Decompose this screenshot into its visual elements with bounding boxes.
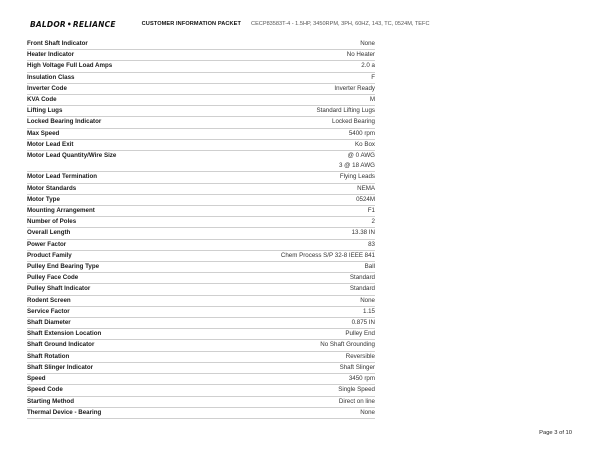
spec-row: [27, 61, 375, 72]
product-line: CECP83583T-4 - 1.5HP, 3450RPM, 3PH, 60HZ, 143, TC, 0524M, TEFC: [251, 21, 430, 27]
spec-value: [334, 84, 375, 94]
spec-value: [356, 195, 375, 205]
spec-value-line: None: [360, 40, 375, 47]
spec-value-line: Pulley End: [345, 330, 375, 338]
spec-row: [27, 340, 375, 351]
spec-value: [363, 307, 375, 317]
spec-row: [27, 262, 375, 273]
brand-logo: [30, 20, 116, 29]
spec-value-line: 0524M: [356, 195, 375, 203]
spec-value: [339, 151, 375, 171]
spec-value-line: Shaft Slinger: [339, 363, 375, 371]
spec-label: Power Factor: [27, 240, 67, 248]
spec-row: [27, 140, 375, 151]
spec-value: [350, 273, 375, 283]
spec-label: Heater Indicator: [27, 51, 75, 59]
logo-baldor: BALDOR: [30, 19, 66, 29]
spec-label: Pulley Face Code: [27, 274, 79, 282]
spec-value: [365, 262, 375, 272]
spec-value: [340, 172, 375, 182]
spec-label: Shaft Extension Location: [27, 330, 102, 338]
spec-row: [27, 240, 375, 251]
spec-value-line: No Shaft Grounding: [320, 341, 375, 349]
spec-value-line: @ 0 AWG: [347, 152, 375, 160]
spec-value: [347, 50, 375, 60]
spec-value: [352, 228, 375, 238]
spec-value: [352, 318, 375, 328]
spec-label: Rodent Screen: [27, 296, 71, 304]
spec-label: Thermal Device - Bearing: [27, 408, 102, 416]
spec-label: Motor Lead Quantity/Wire Size: [27, 152, 117, 160]
spec-row: [27, 307, 375, 318]
spec-label: Insulation Class: [27, 73, 75, 81]
spec-label: Motor Lead Termination: [27, 173, 98, 181]
spec-row: [27, 95, 375, 106]
spec-row: [27, 284, 375, 295]
spec-label: Front Shaft Indicator: [27, 40, 88, 47]
spec-value: [345, 329, 375, 339]
spec-value-line: Direct on line: [338, 397, 375, 405]
spec-row: [27, 217, 375, 228]
spec-value-line: None: [360, 296, 375, 304]
spec-label: Shaft Ground Indicator: [27, 341, 95, 349]
spec-row: [27, 195, 375, 206]
spec-row: [27, 84, 375, 95]
spec-value-line: Ball: [364, 263, 375, 271]
spec-value-line: 3450 rpm: [348, 375, 375, 383]
spec-row: [27, 251, 375, 262]
spec-value-line: M: [369, 96, 375, 104]
spec-row: [27, 352, 375, 363]
spec-value-line: Flying Leads: [339, 173, 375, 181]
spec-label: Pulley End Bearing Type: [27, 263, 100, 271]
spec-value-line: 3 @ 18 AWG: [339, 162, 375, 170]
spec-value: [317, 106, 375, 116]
spec-value-line: Ko Box: [355, 140, 375, 148]
spec-row: [27, 73, 375, 84]
spec-value-line: F1: [367, 207, 375, 215]
spec-value: [357, 184, 375, 194]
spec-value: [360, 39, 375, 49]
spec-row: [27, 329, 375, 340]
spec-row: [27, 296, 375, 307]
spec-label: Lifting Lugs: [27, 107, 63, 115]
spec-value: [340, 363, 375, 373]
spec-value: [346, 352, 375, 362]
spec-row: [27, 273, 375, 284]
spec-value: [371, 73, 375, 83]
spec-label: Motor Lead Exit: [27, 140, 74, 148]
spec-value: [339, 397, 375, 407]
spec-value: [360, 296, 375, 306]
spec-row: [27, 363, 375, 374]
spec-value: [370, 95, 375, 105]
spec-value: [338, 385, 375, 395]
spec-label: KVA Code: [27, 96, 57, 104]
spec-label: Number of Poles: [27, 218, 77, 226]
spec-value-line: 13.38 IN: [351, 229, 375, 237]
spec-row: [27, 206, 375, 217]
spec-row: [27, 318, 375, 329]
spec-label: Service Factor: [27, 307, 70, 315]
spec-value-line: 5400 rpm: [348, 129, 375, 137]
spec-label: Overall Length: [27, 229, 71, 237]
logo-reliance: RELIANCE: [72, 19, 116, 29]
spec-row: [27, 374, 375, 385]
spec-value-line: Standard: [349, 274, 375, 282]
spec-value-line: 83: [368, 240, 375, 248]
spec-label: Shaft Rotation: [27, 352, 70, 360]
spec-row: [27, 397, 375, 408]
spec-label: Max Speed: [27, 129, 60, 137]
spec-row: [27, 50, 375, 61]
spec-row: [27, 151, 375, 172]
spec-row: [27, 228, 375, 239]
spec-value-line: Reversible: [345, 352, 375, 360]
spec-label: Pulley Shaft Indicator: [27, 285, 91, 293]
spec-label: Speed Code: [27, 386, 63, 394]
spec-value-line: F: [371, 73, 375, 81]
spec-value: [361, 61, 375, 71]
spec-value-line: None: [360, 408, 375, 416]
spec-label: Motor Standards: [27, 184, 77, 192]
spec-table: [27, 39, 375, 419]
spec-label: Locked Bearing Indicator: [27, 118, 102, 126]
spec-value: [320, 340, 375, 350]
spec-label: Product Family: [27, 251, 72, 259]
spec-value: [281, 251, 375, 261]
spec-row: [27, 408, 375, 419]
spec-label: Shaft Diameter: [27, 319, 71, 327]
spec-value-line: No Heater: [346, 51, 375, 59]
spec-value: [372, 217, 375, 227]
spec-row: [27, 172, 375, 183]
spec-label: Shaft Slinger Indicator: [27, 363, 94, 371]
spec-value-line: 2.0 a: [361, 62, 375, 70]
spec-value-line: Standard: [349, 285, 375, 293]
spec-value: [368, 240, 375, 250]
spec-row: [27, 39, 375, 50]
spec-value-line: 1.15: [362, 307, 375, 315]
spec-value-line: Single Speed: [338, 386, 375, 394]
spec-value: [360, 408, 375, 418]
logo-separator: •: [66, 19, 72, 29]
spec-label: High Voltage Full Load Amps: [27, 62, 113, 70]
spec-value: [349, 129, 375, 139]
spec-row: [27, 184, 375, 195]
spec-row: [27, 385, 375, 396]
spec-value: [349, 374, 375, 384]
document-header: [30, 17, 590, 31]
spec-value-line: NEMA: [357, 184, 375, 192]
spec-label: Mounting Arrangement: [27, 207, 95, 215]
page-number: Page 3 of 10: [539, 430, 572, 436]
spec-value-line: 0.875 IN: [351, 319, 375, 327]
spec-label: Motor Type: [27, 195, 60, 203]
spec-label: Starting Method: [27, 397, 75, 405]
spec-value-line: Standard Lifting Lugs: [316, 107, 375, 115]
spec-value: [355, 140, 375, 150]
spec-label: Inverter Code: [27, 84, 67, 92]
spec-value: [350, 284, 375, 294]
spec-label: Speed: [27, 375, 46, 383]
spec-row: [27, 129, 375, 140]
spec-value-line: 2: [371, 218, 375, 226]
spec-value-line: Chem Process S/P 32-8 IEEE 841: [280, 251, 375, 259]
spec-value-line: Inverter Ready: [334, 84, 375, 92]
spec-value-line: Locked Bearing: [332, 118, 375, 126]
packet-title: CUSTOMER INFORMATION PACKET: [141, 21, 242, 27]
spec-row: [27, 106, 375, 117]
spec-row: [27, 117, 375, 128]
spec-value: [332, 117, 375, 127]
spec-value: [368, 206, 375, 216]
